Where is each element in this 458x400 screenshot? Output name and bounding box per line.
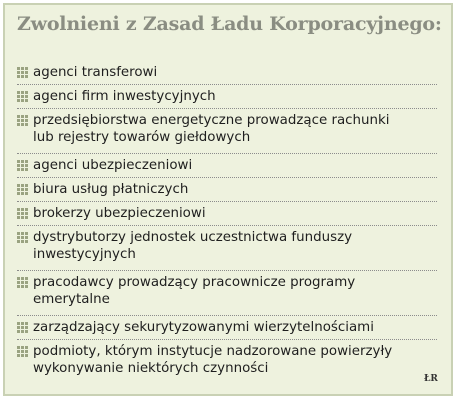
card-title: Zwolnieni z Zasad Ładu Korporacyjnego: — [17, 13, 442, 35]
list-item — [17, 61, 437, 85]
list-item-text: biura usług płatniczych — [33, 182, 189, 197]
exemption-list — [17, 61, 437, 385]
list-item-text: agenci firm inwestycyjnych — [33, 89, 216, 104]
list-item-text: podmioty, którym instytucje nadzorowane powierzyły wykonywanie niektórych czynności — [33, 344, 393, 376]
list-item — [17, 226, 437, 271]
list-item-text: dystrybutorzy jednostek uczestnictwa funduszy inwestycyjnych — [33, 230, 353, 262]
list-item — [17, 340, 437, 385]
list-item-text: pracodawcy prowadzący pracownicze programy emerytalne — [33, 275, 356, 307]
square-grid-bullet-icon — [17, 115, 28, 126]
publisher-logo: ŁR — [424, 374, 438, 384]
square-grid-bullet-icon — [17, 208, 28, 219]
square-grid-bullet-icon — [17, 184, 28, 195]
square-grid-bullet-icon — [17, 277, 28, 288]
square-grid-bullet-icon — [17, 232, 28, 243]
square-grid-bullet-icon — [17, 67, 28, 78]
list-item-text: brokerzy ubezpieczeniowi — [33, 206, 206, 221]
square-grid-bullet-icon — [17, 346, 28, 357]
list-item — [17, 85, 437, 109]
list-item — [17, 202, 437, 226]
square-grid-bullet-icon — [17, 322, 28, 333]
list-item — [17, 178, 437, 202]
list-item — [17, 154, 437, 178]
square-grid-bullet-icon — [17, 91, 28, 102]
list-item-text: przedsiębiorstwa energetyczne prowadzące rachunki lub rejestry towarów giełdowych — [33, 113, 390, 145]
list-item-text: agenci transferowi — [33, 65, 158, 80]
list-item — [17, 109, 437, 154]
list-item — [17, 316, 437, 340]
list-item — [17, 271, 437, 316]
square-grid-bullet-icon — [17, 160, 28, 171]
info-card — [3, 3, 453, 396]
list-item-text: zarządzający sekurytyzowanymi wierzytelnościami — [33, 320, 374, 335]
list-item-text: agenci ubezpieczeniowi — [33, 158, 193, 173]
